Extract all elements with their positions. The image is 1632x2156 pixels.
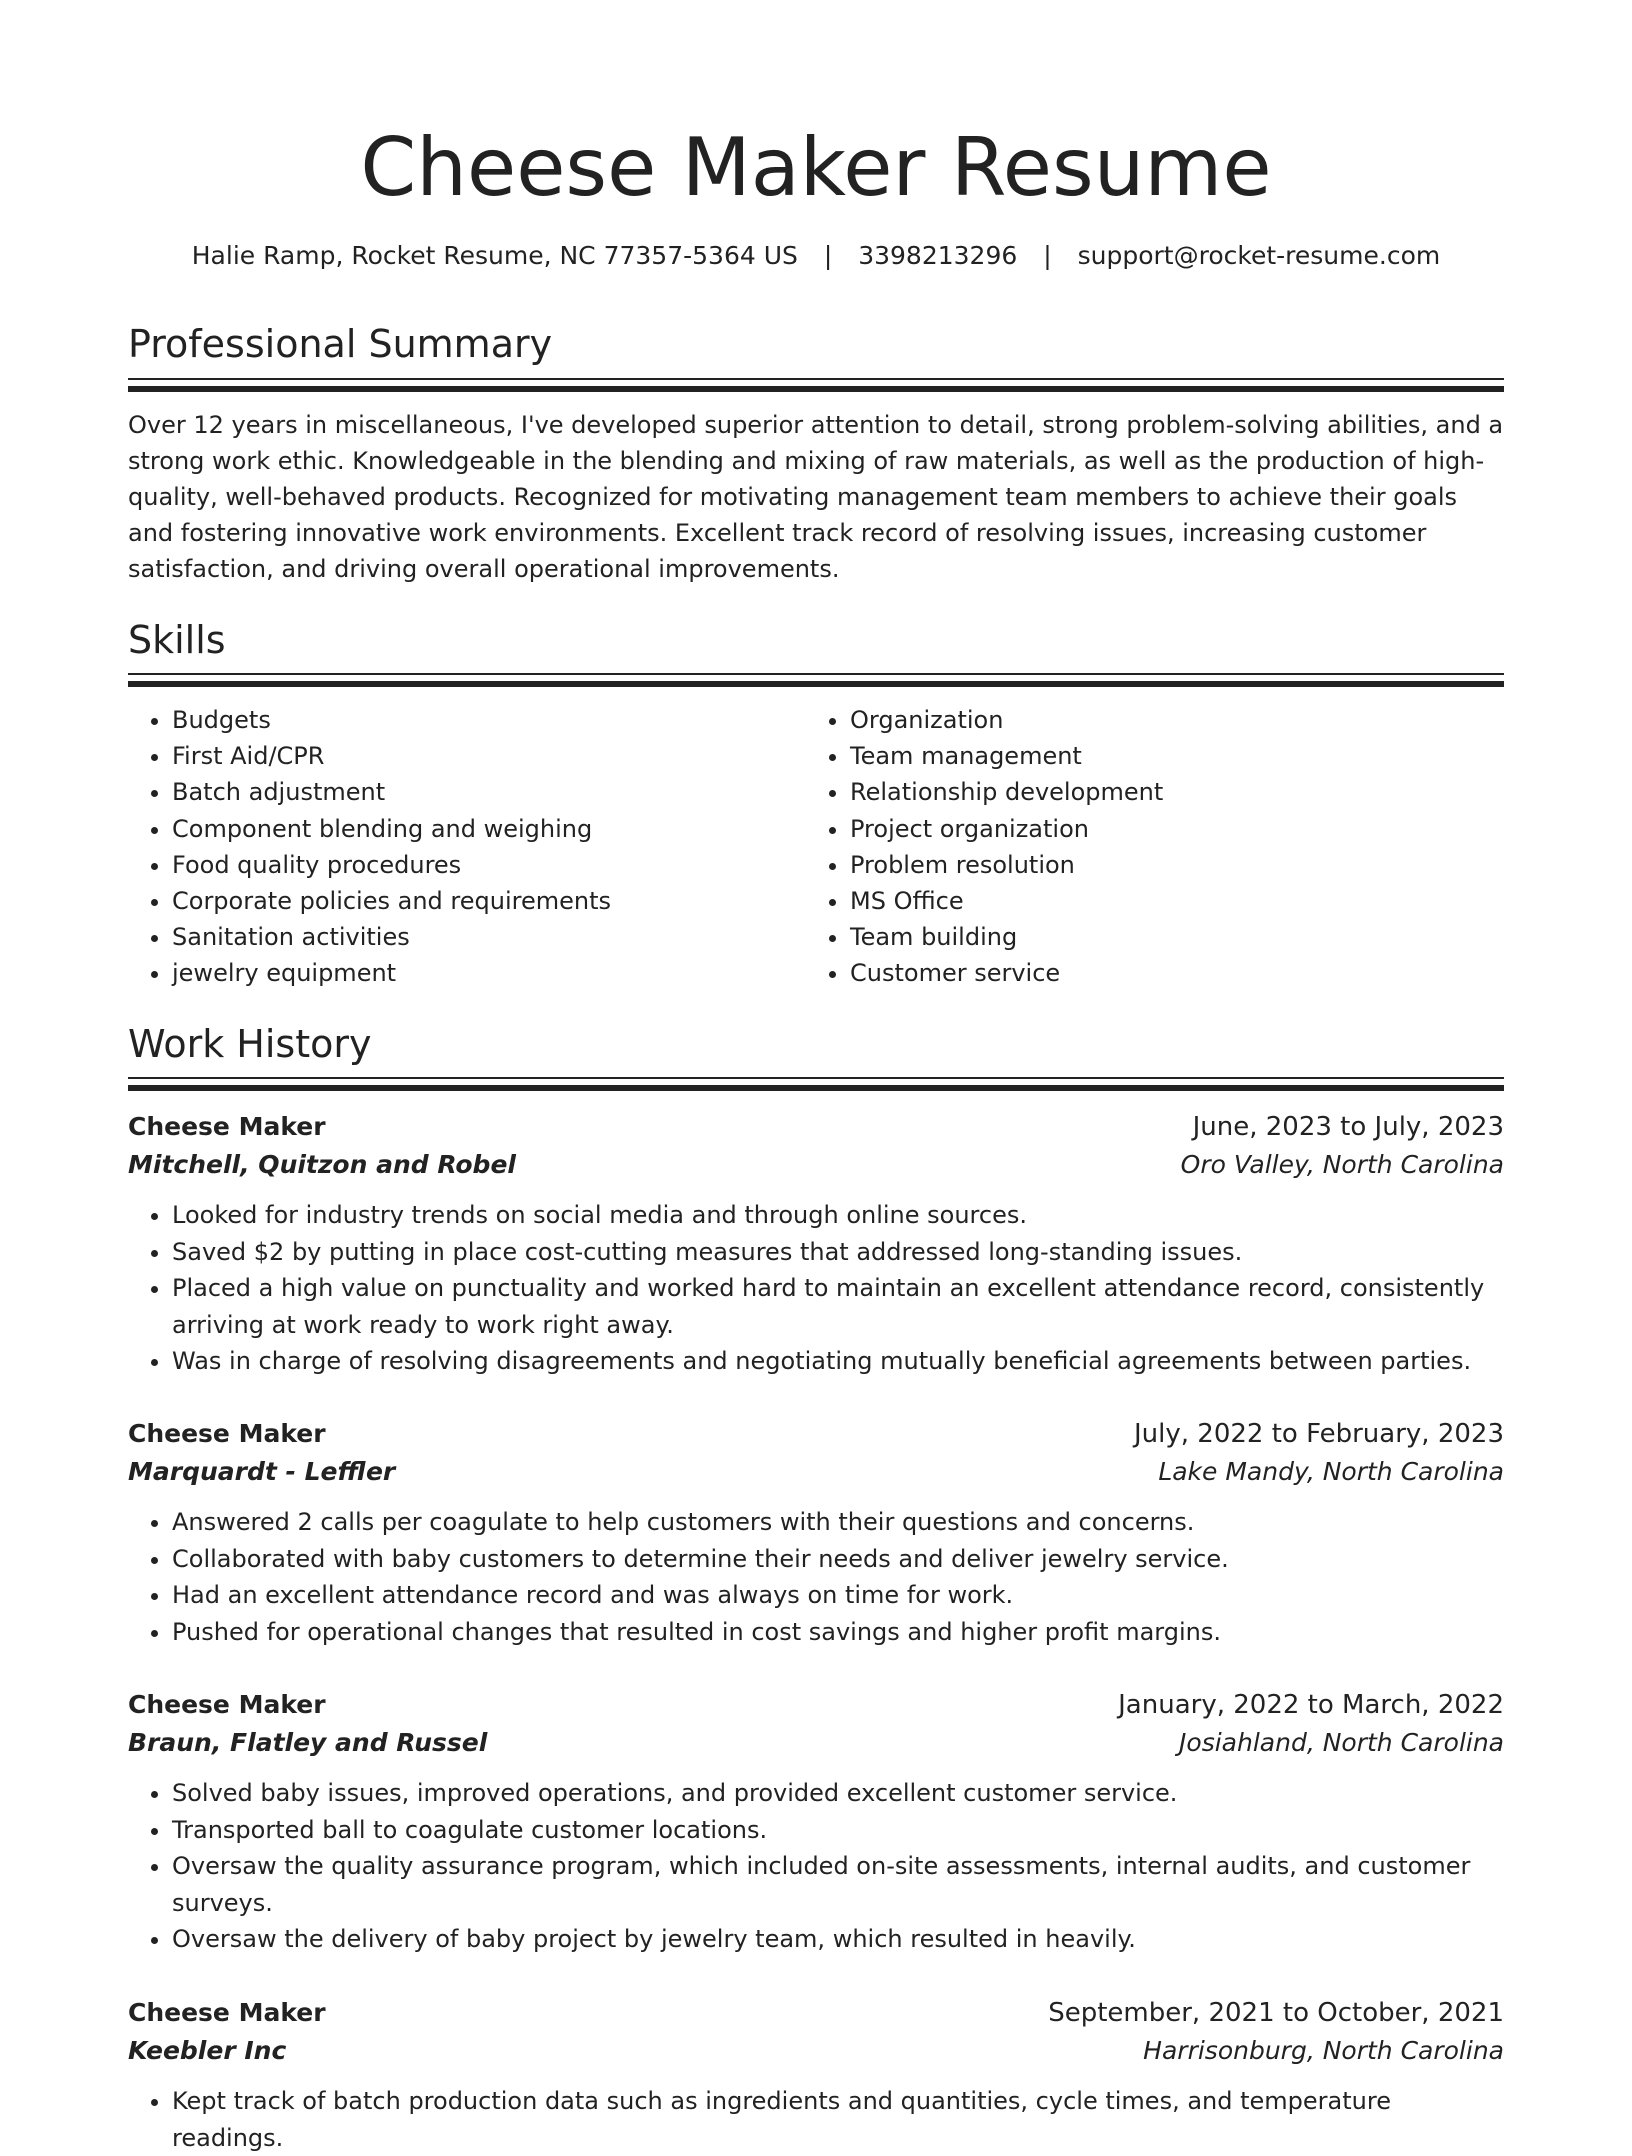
job-bullet: • Kept track of batch production data such as ingredients and quantities, cycle times, and temperature readings. (172, 2083, 1504, 2156)
summary-heading: Professional Summary (128, 322, 553, 366)
skill-item: • Relationship development (850, 774, 1163, 810)
skill-item: • Customer service (850, 955, 1163, 991)
skills-column-right (806, 702, 1163, 992)
job-bullet: • Oversaw the delivery of baby project by jewelry team, which resulted in heavily. (172, 1921, 1504, 1958)
job-entry (128, 1415, 1504, 1650)
job-location: Harrisonburg, North Carolina (1143, 2036, 1504, 2065)
section-divider (128, 673, 1504, 688)
job-bullet: • Looked for industry trends on social media and through online sources. (172, 1197, 1504, 1234)
job-title: Cheese Maker (128, 1998, 326, 2027)
skill-item: • Component blending and weighing (172, 811, 611, 847)
skill-item: • Batch adjustment (172, 774, 611, 810)
job-company: Braun, Flatley and Russel (128, 1728, 488, 1757)
skill-item: • Corporate policies and requirements (172, 883, 611, 919)
work-history-heading: Work History (128, 1022, 372, 1066)
job-title: Cheese Maker (128, 1112, 326, 1141)
contact-phone: 3398213296 (858, 241, 1018, 270)
job-bullet: • Saved $2 by putting in place cost-cutting measures that addressed long-standing issues. (172, 1234, 1504, 1271)
skills-column-left (128, 702, 611, 992)
job-company: Mitchell, Quitzon and Robel (128, 1150, 516, 1179)
job-subheader (128, 1453, 1504, 1491)
job-header (128, 1415, 1504, 1453)
skill-item: • Organization (850, 702, 1163, 738)
job-location: Lake Mandy, North Carolina (1158, 1457, 1504, 1486)
job-dates: January, 2022 to March, 2022 (1118, 1690, 1504, 1720)
job-header (128, 1994, 1504, 2032)
job-bullet: • Pushed for operational changes that resulted in cost savings and higher profit margins. (172, 1614, 1504, 1651)
job-subheader (128, 1146, 1504, 1184)
skill-item: • Team building (850, 919, 1163, 955)
job-dates: June, 2023 to July, 2023 (1192, 1112, 1504, 1142)
skill-item: • Team management (850, 738, 1163, 774)
job-title: Cheese Maker (128, 1690, 326, 1719)
contact-line (128, 238, 1504, 274)
job-entry (128, 1686, 1504, 1958)
resume-title: Cheese Maker Resume (360, 121, 1272, 214)
job-bullet: • Solved baby issues, improved operations, and provided excellent customer service. (172, 1775, 1504, 1812)
section-divider (128, 378, 1504, 393)
skill-item: • Food quality procedures (172, 847, 611, 883)
job-header (128, 1108, 1504, 1146)
job-title: Cheese Maker (128, 1419, 326, 1448)
job-bullet: • Collaborated with baby customers to determine their needs and deliver jewelry service. (172, 1541, 1504, 1578)
skill-item: • Problem resolution (850, 847, 1163, 883)
job-subheader (128, 1724, 1504, 1762)
job-entry (128, 1108, 1504, 1380)
job-entry (128, 1994, 1504, 2156)
job-location: Oro Valley, North Carolina (1180, 1150, 1504, 1179)
contact-email: support@rocket-resume.com (1077, 241, 1441, 270)
job-bullet: • Transported ball to coagulate customer locations. (172, 1812, 1504, 1849)
skills-heading: Skills (128, 618, 226, 662)
job-bullets (128, 1197, 1504, 1380)
job-bullets (128, 2083, 1504, 2156)
skill-item: • Budgets (172, 702, 611, 738)
job-bullets (128, 1775, 1504, 1958)
skill-item: • jewelry equipment (172, 955, 611, 991)
contact-separator: | (823, 241, 833, 270)
skill-item: • Sanitation activities (172, 919, 611, 955)
summary-text: Over 12 years in miscellaneous, I've developed superior attention to detail, strong problem-solving abilities, and a strong work ethic. Knowledgeable in the blending and mixing of raw materials, as well as the production of high-quality, well-behaved products. Recognized for motivating management team members to achieve their goals and fostering innovative work environments. Excellent track record of resolving issues, increasing customer satisfaction, and driving overall operational improvements. (128, 411, 1504, 583)
section-divider (128, 1077, 1504, 1092)
job-bullet: • Answered 2 calls per coagulate to help customers with their questions and concerns. (172, 1504, 1504, 1541)
job-company: Keebler Inc (128, 2036, 287, 2065)
job-company: Marquardt - Leffler (128, 1457, 396, 1486)
job-bullet: • Oversaw the quality assurance program, which included on-site assessments, internal audits, and customer surveys. (172, 1848, 1504, 1921)
job-bullet: • Was in charge of resolving disagreements and negotiating mutually beneficial agreements between parties. (172, 1343, 1504, 1380)
skill-item: • Project organization (850, 811, 1163, 847)
contact-address: Halie Ramp, Rocket Resume, NC 77357-5364 US (191, 241, 798, 270)
job-header (128, 1686, 1504, 1724)
job-location: Josiahland, North Carolina (1179, 1728, 1504, 1757)
job-bullet: • Placed a high value on punctuality and worked hard to maintain an excellent attendance record, consistently arriving at work ready to work right away. (172, 1270, 1504, 1343)
job-dates: July, 2022 to February, 2023 (1134, 1419, 1504, 1449)
job-bullet: • Had an excellent attendance record and was always on time for work. (172, 1577, 1504, 1614)
job-bullets (128, 1504, 1504, 1650)
skill-item: • First Aid/CPR (172, 738, 611, 774)
job-subheader (128, 2032, 1504, 2070)
job-dates: September, 2021 to October, 2021 (1048, 1998, 1504, 2028)
skill-item: • MS Office (850, 883, 1163, 919)
contact-separator: | (1043, 241, 1052, 270)
